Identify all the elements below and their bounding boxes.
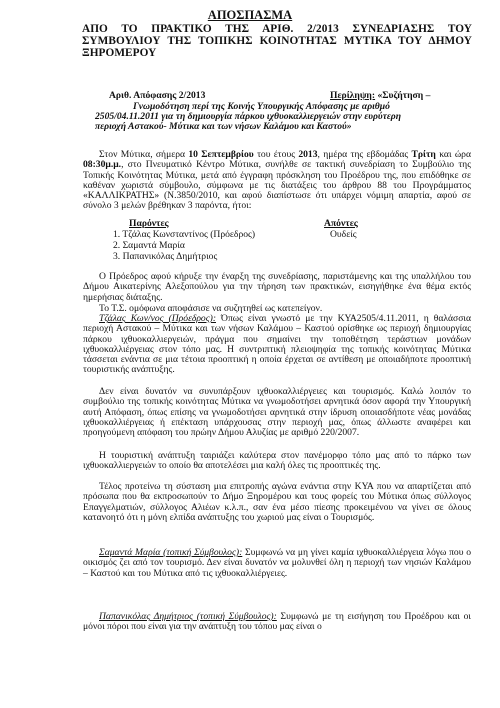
summary-text-2: Γνωμοδότηση περί της Κοινής Υπουργικής Απόφασης με αριθμό — [133, 101, 390, 112]
meeting-year: 2013 — [298, 149, 318, 160]
summary-text-1: «Συζήτηση – — [377, 90, 431, 101]
decision-number: Αριθ. Απόφασης 2/2013 — [109, 90, 206, 101]
opening-text-e: , στο Πνευματικό Κέντρο Μύτικα, συνήλθε σε τακτική — [121, 159, 346, 171]
opening-paragraph — [83, 150, 471, 212]
paragraph-papanikolas — [83, 612, 471, 633]
meeting-date: 10 Σεπτεμβρίου — [188, 149, 254, 160]
paragraph-samanta — [83, 548, 471, 579]
papanikolas-text: Συμφωνώ με τη εισήγηση του Προέδρου και οι μόνοι πόροι που είναι για την ανάπτυξη του τόπου μας είναι ο — [83, 611, 471, 633]
present-member-1: 1. Τζάλας Κωνσταντίνος (Πρόεδρος) — [113, 229, 256, 240]
opening-text-b: του έτους — [257, 149, 296, 160]
speaker-samanta: Σαμαντά Μαρία (τοπική Σύμβουλος): — [99, 547, 243, 558]
present-member-2: 2. Σαμαντά Μαρία — [113, 240, 185, 251]
present-header: Παρόντες — [129, 218, 169, 229]
present-member-3: 3. Παπανικόλας Δημήτριος — [113, 251, 218, 262]
speaker-papanikolas: Παπανικόλας Δημήτριος (τοπική Σύμβουλος): — [99, 611, 277, 622]
opening-text-d: και ώρα — [439, 149, 471, 160]
opening-text-a: Στον Μύτικα, σήμερα — [99, 149, 186, 160]
summary-text-3: 2505/04.11.2011 για τη δημιουργία πάρκου ιχθυοκαλλιεργειών στην ευρύτερη — [95, 111, 401, 122]
opening-text-c: , ημέρα της εβδομάδας — [317, 149, 409, 160]
samanta-text: Συμφωνώ να μη γίνει καμία ιχθυοκαλλιέργεια λόγω που ο οικισμός ζει από τον τουρισμό. Δεν είναι δυνατόν να μολυνθεί όλη η περιοχή των νησιών Καλάμου – Καστού και του Μύτικα από τις ιχθυοκαλλιέργειες. — [83, 547, 472, 579]
header-line-3: ΞΗΡΟΜΕΡΟΥ — [82, 47, 157, 59]
absent-value: Ουδείς — [330, 229, 357, 240]
paragraph-urgent-decision: Το Τ.Σ. ομόφωνα αποφάσισε να συζητηθεί ως κατεπείγον. — [99, 303, 323, 314]
paragraph-coexistence: Δεν είναι δυνατόν να συνυπάρξουν ιχθυοκαλλιέργειες και τουρισμός. Καλώ λοιπόν το συμβούλιο της τοπικής κοινότητας Μύτικα να γνωμοδοτήσει αρνητικά όσον αφορά την Υπουργική αυτή Απόφαση, όπως επίσης να γνωμοδοτήσει αρνητικά στην ίδρυση οποιασδήποτε νέας μονάδας ιχθυοκαλλιέργειας ή επέκταση υπάρχουσας στην περιοχή μας, όπως άλλωστε αναφέρει και προηγούμενη απόφαση του πρώην Δήμου Αλυζίας με αριθμό 220/2007. — [83, 386, 471, 439]
president-speech-text: Όπως είναι γνωστό με την ΚΥΑ2505/4.11.2011, η θαλάσσια περιοχή Αστακού – Μύτικα και των νήσων Καλάμου – Καστού ορίσθηκε ως περιοχή δημιουργίας πάρκου ιχθυοκαλλιεργειών, πράγμα που σημαίνει την τοποθέτηση τεράστιων μονάδων ιχθυοκαλλιέργειας στον τόπο μας. Η συντριπτική πλειοψηφία της τοπικής κοινότητας Μύτικα τάσσεται ενάντια σε μια τέτοια προοπτική η οποία έρχεται σε αντίθεση με οποιαδήποτε προοπτική τουριστικής ανάπτυξης. — [83, 313, 471, 376]
paragraph-committee: Τέλος προτείνω τη σύσταση μια επιτροπής αγώνα ενάντια στην ΚΥΑ που να απαρτίζεται από πρόσωπα που θα εκπροσωπούν το Δήμο Ξηρομέρου και τους φορείς του Μύτικα όπως σύλλογος Επαγγελματιών, σύλλογος Αλιέων κ.λ.π., σαν ένα μέσο πίεσης προκειμένου να γίνει σε όλους κατανοητό ότι η μόνη ελπίδα ανάπτυξης του χωριού μας είναι ο Τουρισμός. — [83, 481, 471, 523]
opening-text-rest: συνεδρίαση το Συμβούλιο της Τοπικής Κοινότητας Μύτικα, μετά από έγγραφη πρόσκληση του Προέδρου της, που επιδόθηκε σε καθέναν χωριστά σύμβουλο, σύμφωνα με τις διατάξεις του άρθρου 88 του Προγράμματος «ΚΑΛΛΙΚΡΑΤΗΣ» (Ν.3850/2010, και αφού διαπίστωσε ότι υπάρχει νόμιμη απαρτία, αφού σε σύνολο 3 μελών βρέθηκαν 3 παρόντα, ήτοι: — [83, 159, 471, 212]
paragraph-tourism: Η τουριστική ανάπτυξη ταιριάζει καλύτερα στον πανέμορφο τόπο μας από το πάρκο των ιχθυοκαλλιεργειών το οποίο θα αποτελέσει μια καλή όλες τις προοπτικές της. — [83, 450, 471, 472]
header-line-2: ΣΥΜΒΟΥΛΙΟΥ ΤΗΣ ΤΟΠΙΚΗΣ ΚΟΙΝΟΤΗΤΑΣ ΜΥΤΙΚΑ ΤΟΥ ΔΗΜΟΥ — [82, 35, 472, 47]
meeting-time: 08:30μ.μ. — [83, 159, 122, 171]
header-line-1: ΑΠΟ ΤΟ ΠΡΑΚΤΙΚΟ ΤΗΣ ΑΡΙΘ. 2/2013 ΣΥΝΕΔΡΙΑΣΗΣ ΤΟΥ — [82, 23, 472, 35]
paragraph-opening-session: Ο Πρόεδρος αφού κήρυξε την έναρξη της συνεδρίασης, παριστάμενης και της υπαλλήλου του Δήμου Αικατερίνης Αλεξοπούλου για την τήρηση των πρακτικών, εισηγήθηκε ένα θέμα εκτός ημερήσιας διάταξης. — [83, 271, 471, 303]
paragraph-president-speech — [83, 314, 471, 376]
document-title: ΑΠΟΣΠΑΣΜΑ — [207, 8, 293, 22]
summary-text-4: περιοχή Αστακού- Μύτικα και των νήσων Καλάμου και Καστού» — [95, 121, 352, 132]
summary-label: Περίληψη: — [330, 90, 376, 101]
summary-first-line — [330, 91, 430, 101]
meeting-day: Τρίτη — [411, 149, 436, 160]
absent-header: Απόντες — [324, 218, 358, 229]
speaker-president: Τζάλας Κων/νος (Πρόεδρος): — [99, 313, 217, 324]
